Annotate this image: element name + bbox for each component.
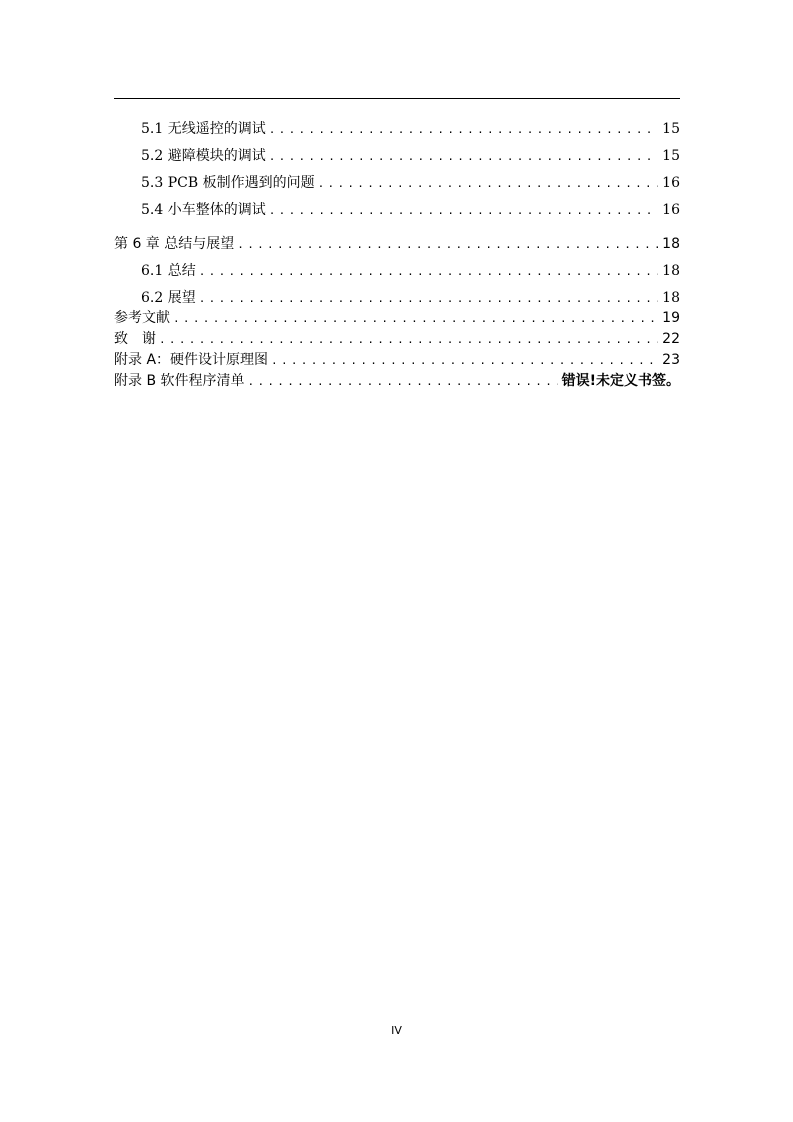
toc-entry-page: 15 xyxy=(662,148,680,164)
toc-leader-dots xyxy=(269,119,658,141)
toc-leader-dots xyxy=(159,329,658,351)
toc-entry-page-error: 错误!未定义书签。 xyxy=(561,373,680,389)
toc-entry-title: 5.4 小车整体的调试 xyxy=(141,202,266,218)
header-rule xyxy=(114,98,680,99)
toc-entry-6-2[interactable] xyxy=(114,287,680,309)
toc-entry-title: 5.1 无线遥控的调试 xyxy=(141,121,266,137)
toc-leader-dots xyxy=(269,200,658,222)
toc-entry-page: 23 xyxy=(662,352,680,368)
toc-leader-dots xyxy=(237,234,658,256)
toc-entry-page: 15 xyxy=(662,121,680,137)
toc-entry-page: 18 xyxy=(662,290,680,306)
toc-entry-title: 致 谢 xyxy=(114,331,156,347)
toc-entry-title: 6.1 总结 xyxy=(141,263,196,279)
toc-entry-title: 附录 B 软件程序清单 xyxy=(114,373,245,389)
toc-entry-page: 16 xyxy=(662,202,680,218)
toc-entry-5-2[interactable] xyxy=(114,145,680,167)
toc-entry-appendix-a[interactable] xyxy=(114,349,680,371)
toc-entry-title: 附录 A：硬件设计原理图 xyxy=(114,352,269,368)
toc-entry-title: 5.3 PCB 板制作遇到的问题 xyxy=(141,175,315,191)
toc-leader-dots xyxy=(269,146,658,168)
toc-entry-5-4[interactable] xyxy=(114,199,680,221)
toc-leader-dots xyxy=(248,371,558,393)
toc-entry-references[interactable] xyxy=(114,307,680,329)
toc-entry-title: 参考文献 xyxy=(114,310,170,326)
toc-entry-appendix-b[interactable] xyxy=(114,370,680,392)
toc-entry-page: 18 xyxy=(662,263,680,279)
toc-leader-dots xyxy=(318,173,659,195)
toc-entry-6-1[interactable] xyxy=(114,260,680,282)
toc-entry-title: 6.2 展望 xyxy=(141,290,196,306)
toc-leader-dots xyxy=(271,350,658,372)
toc-entry-acknowledgements[interactable] xyxy=(114,328,680,350)
toc-entry-title: 第 6 章 总结与展望 xyxy=(114,236,235,252)
toc-leader-dots xyxy=(173,308,658,330)
toc-entry-page: 19 xyxy=(662,310,680,326)
toc-entry-page: 22 xyxy=(662,331,680,347)
toc-leader-dots xyxy=(199,261,658,283)
toc-entry-page: 16 xyxy=(662,175,680,191)
toc-entry-5-3[interactable] xyxy=(114,172,680,194)
toc-entry-page: 18 xyxy=(662,236,680,252)
toc-entry-5-1[interactable] xyxy=(114,118,680,140)
page-number: IV xyxy=(391,1024,402,1037)
toc-entry-chapter-6[interactable] xyxy=(114,233,680,255)
toc-entry-title: 5.2 避障模块的调试 xyxy=(141,148,266,164)
